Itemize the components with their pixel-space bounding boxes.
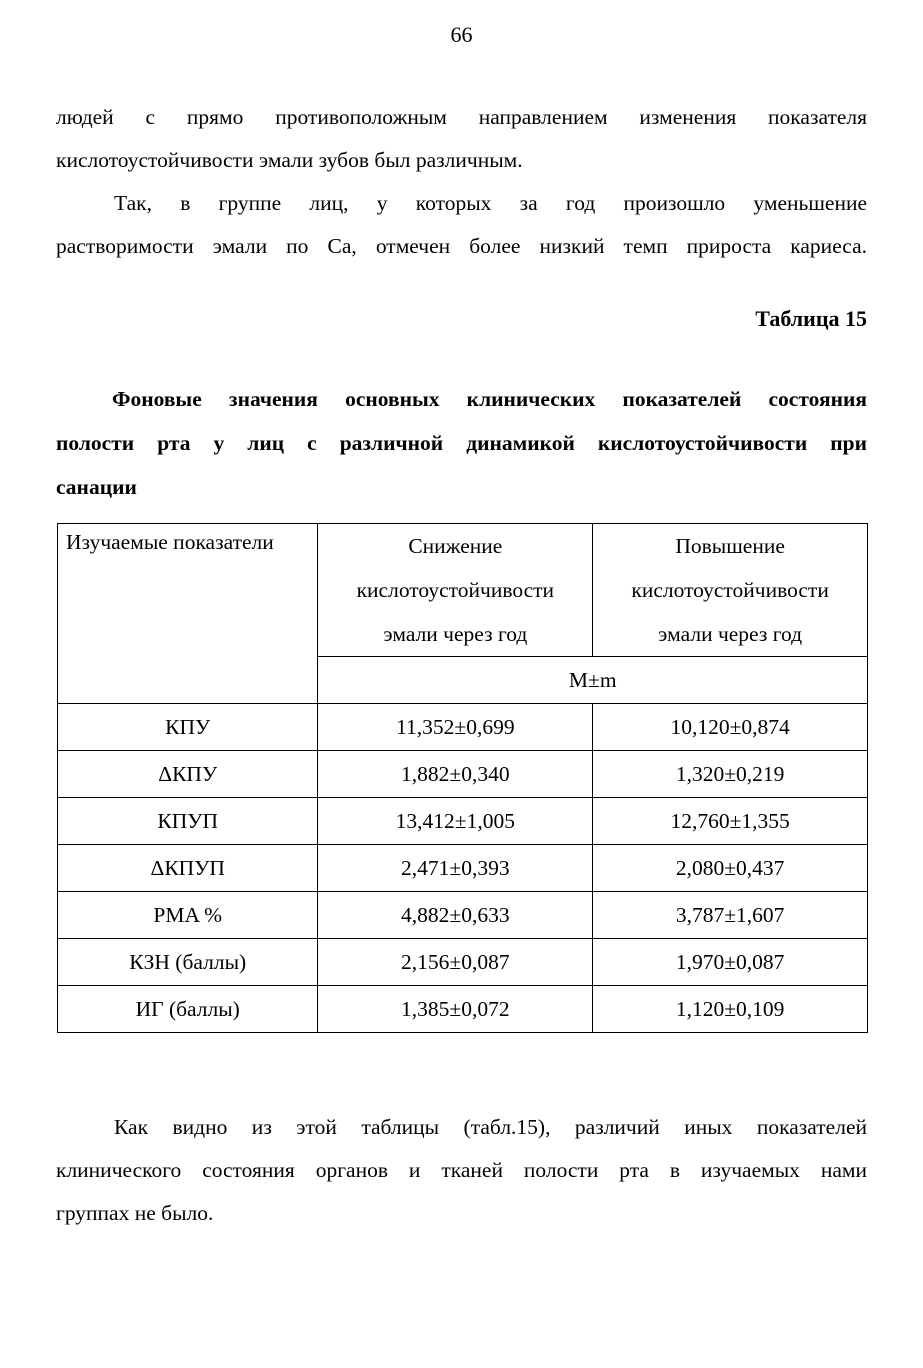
- row-decrease-value: 1,385±0,072: [318, 986, 593, 1033]
- paragraph-3: [56, 1106, 867, 1235]
- table-number: Таблица 15: [755, 306, 867, 331]
- header-increase-line-3: эмали через год: [658, 622, 803, 646]
- row-indicator: PMA %: [58, 892, 318, 939]
- table-row: [58, 892, 868, 939]
- row-indicator: ΔКПУП: [58, 845, 318, 892]
- row-decrease-value: 2,156±0,087: [318, 939, 593, 986]
- row-increase-value: 12,760±1,355: [593, 798, 868, 845]
- table-row: [58, 704, 868, 751]
- row-decrease-value: 11,352±0,699: [318, 704, 593, 751]
- table-caption: [56, 377, 867, 509]
- paragraph-2: [56, 182, 867, 268]
- header-increase-line-2: кислотоустойчивости: [631, 578, 829, 602]
- row-decrease-value: 1,882±0,340: [318, 751, 593, 798]
- row-increase-value: 1,320±0,219: [593, 751, 868, 798]
- page-number: 66: [450, 22, 473, 47]
- row-indicator: КПУ: [58, 704, 318, 751]
- header-unit: M±m: [318, 657, 868, 704]
- table-header-row: [58, 524, 868, 657]
- paragraph-1: [56, 96, 867, 182]
- header-increase-line-1: Повышение: [675, 534, 785, 558]
- row-increase-value: 1,120±0,109: [593, 986, 868, 1033]
- header-decrease-line-2: кислотоустойчивости: [356, 578, 555, 602]
- row-indicator: КЗН (баллы): [58, 939, 318, 986]
- row-increase-value: 10,120±0,874: [593, 704, 868, 751]
- header-indicators: Изучаемые показатели: [58, 524, 318, 704]
- paragraph-3-line-2: клинического состояния органов и тканей полости рта в изучаемых нами: [56, 1158, 867, 1182]
- paragraph-3-line-3: группах не было.: [56, 1201, 214, 1225]
- row-indicator: КПУП: [58, 798, 318, 845]
- row-indicator: ΔКПУ: [58, 751, 318, 798]
- row-decrease-value: 4,882±0,633: [318, 892, 593, 939]
- table-caption-line-3: санации: [56, 475, 137, 499]
- paragraph-3-line-1: Как видно из этой таблицы (табл.15), различий иных показателей: [114, 1115, 867, 1139]
- indicators-table: [57, 523, 868, 1033]
- table-caption-line-1: Фоновые значения основных клинических показателей состояния: [112, 387, 867, 411]
- table-caption-line-2: полости рта у лиц с различной динамикой кислотоустойчивости при: [56, 431, 867, 455]
- header-decrease-line-3: эмали через год: [383, 622, 528, 646]
- paragraph-2-line-2: растворимости эмали по Ca, отмечен более низкий темп прироста кариеса.: [56, 234, 867, 258]
- table-row: [58, 798, 868, 845]
- paragraph-1-line-2: кислотоустойчивости эмали зубов был различным.: [56, 148, 523, 172]
- paragraph-1-line-1: людей с прямо противоположным направлением изменения показателя: [56, 105, 867, 129]
- header-increase: [593, 524, 868, 657]
- header-decrease: [318, 524, 593, 657]
- table-row: [58, 845, 868, 892]
- row-increase-value: 3,787±1,607: [593, 892, 868, 939]
- row-indicator: ИГ (баллы): [58, 986, 318, 1033]
- paragraph-2-line-1: Так, в группе лиц, у которых за год произошло уменьшение: [114, 191, 867, 215]
- row-decrease-value: 13,412±1,005: [318, 798, 593, 845]
- row-increase-value: 1,970±0,087: [593, 939, 868, 986]
- header-decrease-line-1: Снижение: [408, 534, 503, 558]
- table-row: [58, 986, 868, 1033]
- table-row: [58, 939, 868, 986]
- table-row: [58, 751, 868, 798]
- row-decrease-value: 2,471±0,393: [318, 845, 593, 892]
- row-increase-value: 2,080±0,437: [593, 845, 868, 892]
